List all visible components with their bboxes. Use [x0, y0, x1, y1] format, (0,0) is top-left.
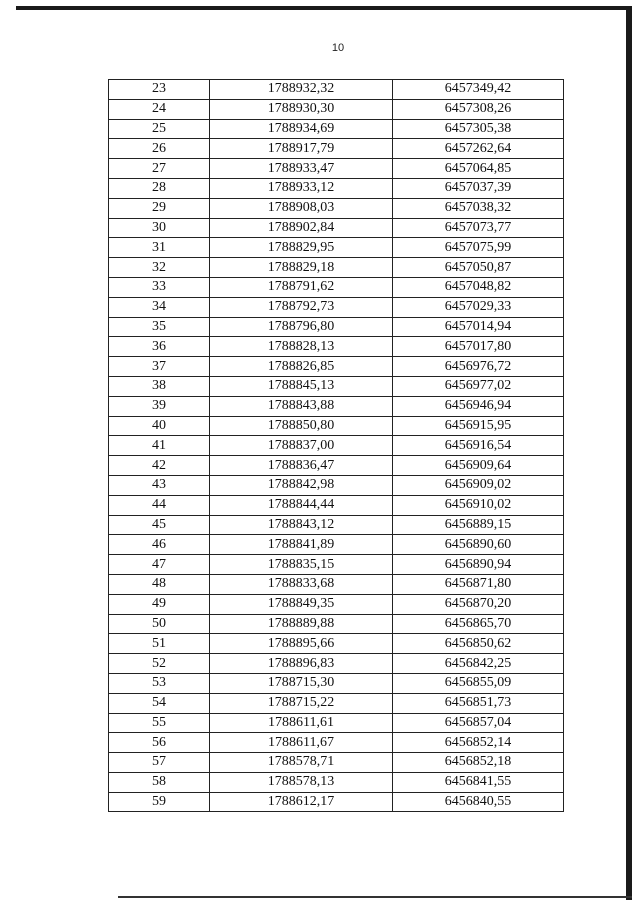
- table-row: [109, 772, 564, 792]
- point-number-cell: 25: [109, 119, 210, 139]
- page-border-top: [16, 6, 632, 10]
- x-coordinate-cell: 1788611,67: [210, 733, 393, 753]
- x-coordinate-cell: 1788932,32: [210, 80, 393, 100]
- table-row: [109, 337, 564, 357]
- y-coordinate-cell: 6456865,70: [393, 614, 564, 634]
- point-number-cell: 47: [109, 555, 210, 575]
- x-coordinate-cell: 1788578,71: [210, 753, 393, 773]
- coordinates-table-body: [109, 80, 564, 812]
- page-border-right: [626, 6, 632, 900]
- table-row: [109, 198, 564, 218]
- x-coordinate-cell: 1788836,47: [210, 456, 393, 476]
- x-coordinate-cell: 1788843,12: [210, 515, 393, 535]
- y-coordinate-cell: 6456851,73: [393, 693, 564, 713]
- y-coordinate-cell: 6456909,64: [393, 456, 564, 476]
- table-row: [109, 693, 564, 713]
- table-row: [109, 139, 564, 159]
- table-row: [109, 555, 564, 575]
- y-coordinate-cell: 6457037,39: [393, 178, 564, 198]
- point-number-cell: 30: [109, 218, 210, 238]
- table-row: [109, 297, 564, 317]
- table-row: [109, 614, 564, 634]
- point-number-cell: 26: [109, 139, 210, 159]
- point-number-cell: 36: [109, 337, 210, 357]
- y-coordinate-cell: 6457050,87: [393, 258, 564, 278]
- point-number-cell: 59: [109, 792, 210, 812]
- table-row: [109, 238, 564, 258]
- y-coordinate-cell: 6457064,85: [393, 159, 564, 179]
- table-row: [109, 515, 564, 535]
- y-coordinate-cell: 6457305,38: [393, 119, 564, 139]
- point-number-cell: 48: [109, 574, 210, 594]
- y-coordinate-cell: 6456910,02: [393, 495, 564, 515]
- point-number-cell: 55: [109, 713, 210, 733]
- point-number-cell: 41: [109, 436, 210, 456]
- point-number-cell: 31: [109, 238, 210, 258]
- y-coordinate-cell: 6456890,94: [393, 555, 564, 575]
- x-coordinate-cell: 1788611,61: [210, 713, 393, 733]
- x-coordinate-cell: 1788933,47: [210, 159, 393, 179]
- point-number-cell: 33: [109, 277, 210, 297]
- point-number-cell: 23: [109, 80, 210, 100]
- y-coordinate-cell: 6456842,25: [393, 654, 564, 674]
- x-coordinate-cell: 1788835,15: [210, 555, 393, 575]
- x-coordinate-cell: 1788842,98: [210, 475, 393, 495]
- x-coordinate-cell: 1788889,88: [210, 614, 393, 634]
- x-coordinate-cell: 1788934,69: [210, 119, 393, 139]
- y-coordinate-cell: 6456857,04: [393, 713, 564, 733]
- y-coordinate-cell: 6457048,82: [393, 277, 564, 297]
- table-row: [109, 792, 564, 812]
- y-coordinate-cell: 6456946,94: [393, 396, 564, 416]
- table-row: [109, 436, 564, 456]
- point-number-cell: 54: [109, 693, 210, 713]
- point-number-cell: 43: [109, 475, 210, 495]
- y-coordinate-cell: 6456890,60: [393, 535, 564, 555]
- y-coordinate-cell: 6456870,20: [393, 594, 564, 614]
- y-coordinate-cell: 6456976,72: [393, 357, 564, 377]
- point-number-cell: 53: [109, 673, 210, 693]
- y-coordinate-cell: 6456840,55: [393, 792, 564, 812]
- x-coordinate-cell: 1788849,35: [210, 594, 393, 614]
- y-coordinate-cell: 6457075,99: [393, 238, 564, 258]
- table-row: [109, 218, 564, 238]
- x-coordinate-cell: 1788841,89: [210, 535, 393, 555]
- y-coordinate-cell: 6456915,95: [393, 416, 564, 436]
- table-row: [109, 574, 564, 594]
- table-row: [109, 258, 564, 278]
- point-number-cell: 57: [109, 753, 210, 773]
- table-row: [109, 277, 564, 297]
- y-coordinate-cell: 6456852,14: [393, 733, 564, 753]
- point-number-cell: 40: [109, 416, 210, 436]
- point-number-cell: 46: [109, 535, 210, 555]
- point-number-cell: 42: [109, 456, 210, 476]
- y-coordinate-cell: 6457349,42: [393, 80, 564, 100]
- y-coordinate-cell: 6457308,26: [393, 99, 564, 119]
- point-number-cell: 45: [109, 515, 210, 535]
- point-number-cell: 37: [109, 357, 210, 377]
- table-row: [109, 119, 564, 139]
- point-number-cell: 58: [109, 772, 210, 792]
- table-row: [109, 376, 564, 396]
- table-row: [109, 475, 564, 495]
- point-number-cell: 29: [109, 198, 210, 218]
- x-coordinate-cell: 1788792,73: [210, 297, 393, 317]
- table-row: [109, 99, 564, 119]
- y-coordinate-cell: 6456852,18: [393, 753, 564, 773]
- y-coordinate-cell: 6456909,02: [393, 475, 564, 495]
- x-coordinate-cell: 1788837,00: [210, 436, 393, 456]
- y-coordinate-cell: 6456889,15: [393, 515, 564, 535]
- x-coordinate-cell: 1788917,79: [210, 139, 393, 159]
- table-row: [109, 713, 564, 733]
- x-coordinate-cell: 1788829,95: [210, 238, 393, 258]
- table-row: [109, 594, 564, 614]
- point-number-cell: 34: [109, 297, 210, 317]
- x-coordinate-cell: 1788933,12: [210, 178, 393, 198]
- point-number-cell: 52: [109, 654, 210, 674]
- table-row: [109, 178, 564, 198]
- y-coordinate-cell: 6456977,02: [393, 376, 564, 396]
- x-coordinate-cell: 1788845,13: [210, 376, 393, 396]
- table-row: [109, 495, 564, 515]
- table-row: [109, 416, 564, 436]
- point-number-cell: 39: [109, 396, 210, 416]
- y-coordinate-cell: 6456855,09: [393, 673, 564, 693]
- x-coordinate-cell: 1788578,13: [210, 772, 393, 792]
- x-coordinate-cell: 1788908,03: [210, 198, 393, 218]
- point-number-cell: 28: [109, 178, 210, 198]
- x-coordinate-cell: 1788930,30: [210, 99, 393, 119]
- y-coordinate-cell: 6456916,54: [393, 436, 564, 456]
- x-coordinate-cell: 1788715,22: [210, 693, 393, 713]
- table-row: [109, 396, 564, 416]
- table-row: [109, 753, 564, 773]
- point-number-cell: 56: [109, 733, 210, 753]
- page-number: 10: [331, 42, 345, 54]
- table-row: [109, 535, 564, 555]
- point-number-cell: 38: [109, 376, 210, 396]
- table-row: [109, 317, 564, 337]
- y-coordinate-cell: 6457017,80: [393, 337, 564, 357]
- point-number-cell: 50: [109, 614, 210, 634]
- x-coordinate-cell: 1788791,62: [210, 277, 393, 297]
- x-coordinate-cell: 1788796,80: [210, 317, 393, 337]
- x-coordinate-cell: 1788843,88: [210, 396, 393, 416]
- table-row: [109, 456, 564, 476]
- table-row: [109, 80, 564, 100]
- x-coordinate-cell: 1788895,66: [210, 634, 393, 654]
- coordinates-table: [108, 79, 564, 812]
- x-coordinate-cell: 1788896,83: [210, 654, 393, 674]
- point-number-cell: 49: [109, 594, 210, 614]
- y-coordinate-cell: 6457029,33: [393, 297, 564, 317]
- y-coordinate-cell: 6456871,80: [393, 574, 564, 594]
- table-row: [109, 634, 564, 654]
- y-coordinate-cell: 6457014,94: [393, 317, 564, 337]
- point-number-cell: 35: [109, 317, 210, 337]
- x-coordinate-cell: 1788826,85: [210, 357, 393, 377]
- page-border-bottom: [118, 896, 632, 898]
- y-coordinate-cell: 6457262,64: [393, 139, 564, 159]
- x-coordinate-cell: 1788612,17: [210, 792, 393, 812]
- y-coordinate-cell: 6456841,55: [393, 772, 564, 792]
- y-coordinate-cell: 6456850,62: [393, 634, 564, 654]
- point-number-cell: 51: [109, 634, 210, 654]
- x-coordinate-cell: 1788828,13: [210, 337, 393, 357]
- table-row: [109, 673, 564, 693]
- y-coordinate-cell: 6457073,77: [393, 218, 564, 238]
- table-row: [109, 357, 564, 377]
- point-number-cell: 27: [109, 159, 210, 179]
- x-coordinate-cell: 1788902,84: [210, 218, 393, 238]
- x-coordinate-cell: 1788715,30: [210, 673, 393, 693]
- point-number-cell: 44: [109, 495, 210, 515]
- y-coordinate-cell: 6457038,32: [393, 198, 564, 218]
- table-row: [109, 733, 564, 753]
- table-row: [109, 654, 564, 674]
- table-row: [109, 159, 564, 179]
- point-number-cell: 32: [109, 258, 210, 278]
- x-coordinate-cell: 1788850,80: [210, 416, 393, 436]
- x-coordinate-cell: 1788833,68: [210, 574, 393, 594]
- point-number-cell: 24: [109, 99, 210, 119]
- x-coordinate-cell: 1788829,18: [210, 258, 393, 278]
- x-coordinate-cell: 1788844,44: [210, 495, 393, 515]
